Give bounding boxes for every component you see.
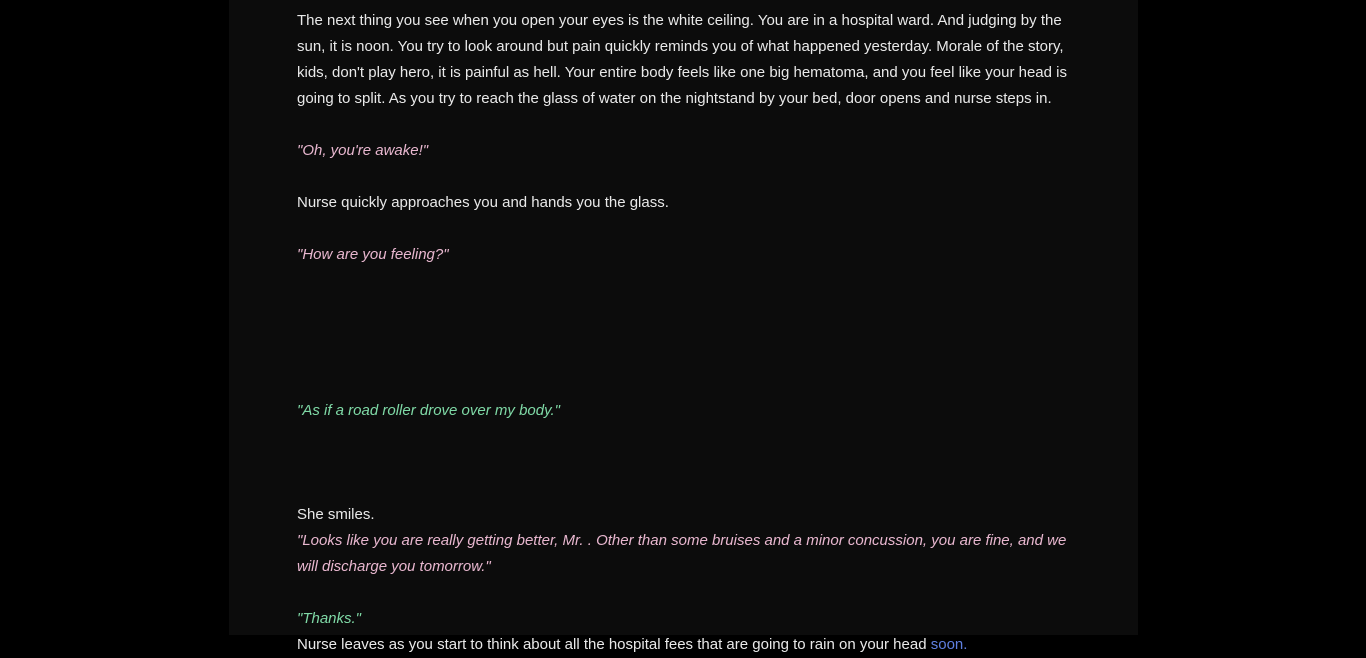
spacer-secondary (297, 450, 1070, 502)
story-paragraph-3: She smiles. (297, 506, 375, 523)
story-paragraph-4-text: Nurse leaves as you start to think about all the hospital fees that are going to rain on your head (297, 636, 931, 653)
nurse-dialog-1: "Oh, you're awake!" (297, 142, 429, 159)
continue-link[interactable]: soon. (930, 636, 968, 653)
story-paragraph-1: The next thing you see when you open your eyes is the white ceiling. You are in a hospital ward. And judging by the sun, it is noon. You try to look around but pain quickly reminds you of what happened yesterday. Morale of the story, kids, don't play hero, it is painful as hell. Your entire body feels like one big hematoma, and you feel like your head is going to split. As you try to reach the glass of water on the nightstand by your bed, door opens and nurse steps in. (297, 12, 1072, 107)
nurse-dialog-2: "How are you feeling?" (297, 246, 449, 263)
spacer-choice-area (297, 294, 1070, 398)
story-column (229, 0, 1138, 653)
story-paragraph-4 (297, 632, 1070, 658)
nurse-dialog-3: "Looks like you are really getting better, Mr. . Other than some bruises and a minor concussion, you are fine, and we will discharge you tomorrow." (297, 532, 1071, 575)
player-dialog-2: "Thanks." (297, 610, 362, 627)
player-dialog-1: "As if a road roller drove over my body." (297, 402, 560, 419)
story-paragraph-2: Nurse quickly approaches you and hands you the glass. (297, 194, 669, 211)
